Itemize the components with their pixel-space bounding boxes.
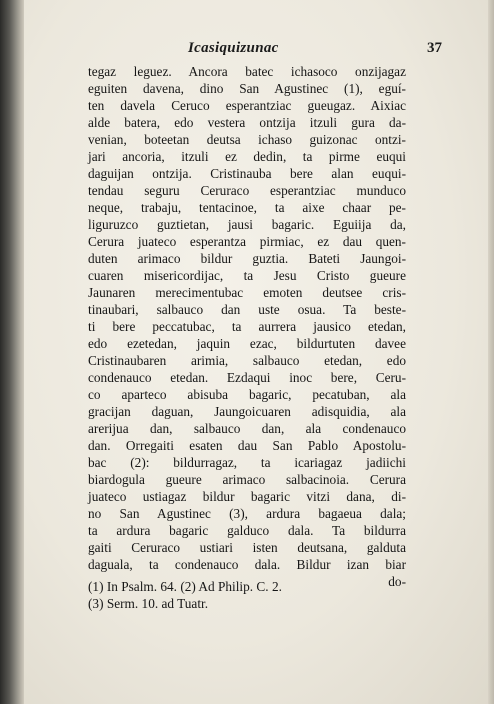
text-line: dan. Orregaiti esaten dau San Pablo Apostolu-: [88, 438, 406, 453]
page-header: [70, 40, 450, 62]
text-line: daguala, ta condenauco dala. Bildur izan biar: [88, 557, 406, 572]
text-line: tinaubari, salbauco dan uste osua. Ta beste-: [88, 302, 406, 317]
text-line: gracijan daguan, Jaungoicuaren adisquidia, ala: [88, 404, 406, 419]
text-line: ti bere peccatubac, ta aurrera jausico etedan,: [88, 319, 406, 334]
text-line: ta ardura bagaric galduco dala. Ta bildurra: [88, 523, 406, 538]
text-line: tegaz leguez. Ancora batec ichasoco onzijagaz: [88, 64, 406, 79]
running-title: Icasiquizunac: [188, 40, 279, 56]
text-line: alde batera, edo vestera ontzija itzuli gura da-: [88, 115, 406, 130]
text-line: condenauco etedan. Ezdaqui inoc bere, Ceru-: [88, 370, 406, 385]
text-line: eguiten davena, dino San Agustinec (1), eguí-: [88, 81, 406, 96]
text-line: bac (2): bildurragaz, ta icariagaz jadiichi: [88, 455, 406, 470]
text-line: liguruzco guztietan, jausi bagaric. Eguiija da,: [88, 217, 406, 232]
page-number: 37: [427, 40, 442, 56]
text-line: Jaunaren merecimentubac emoten deutsee cris-: [88, 285, 406, 300]
footnote-line: (1) In Psalm. 64. (2) Ad Philip. C. 2.: [88, 579, 282, 594]
text-line: edo ezetedan, jaquin ezac, bildurtuten davee: [88, 336, 406, 351]
text-line: juateco ustiagaz bildur bagaric vitzi dana, di-: [88, 489, 406, 504]
footnotes: [88, 578, 406, 612]
text-line: do-: [388, 574, 406, 589]
text-line: arerijua dan, salbauco dan, ala condenauco: [88, 421, 406, 436]
text-line: ten davela Ceruco esperantziac gueugaz. Aixiac: [88, 98, 406, 113]
page-edge: [488, 0, 494, 704]
text-line: jari ancoria, itzuli ez dedin, ta pirme euqui: [88, 149, 406, 164]
text-line: Cerura juateco esperantza pirmiac, ez dau quen-: [88, 234, 406, 249]
text-line: gaiti Ceruraco ustiari isten deutsana, galduta: [88, 540, 406, 555]
text-line: Cristinaubaren arimia, salbauco etedan, edo: [88, 353, 406, 368]
text-line: neque, trabaju, tentacinoe, ta aixe chaar pe-: [88, 200, 406, 215]
text-line: biardogula gueure arimaco salbacinoia. Cerura: [88, 472, 406, 487]
text-line: tendau seguru Ceruraco esperantziac munduco: [88, 183, 406, 198]
text-line: duten arimaco bildur guztia. Bateti Jaungoi-: [88, 251, 406, 266]
text-line: co aparteco abisuba bagaric, pecatuban, ala: [88, 387, 406, 402]
binding-gutter: [0, 0, 24, 704]
text-line: no San Agustinec (3), ardura bagaeua dala;: [88, 506, 406, 521]
body-text: [88, 63, 406, 590]
text-line: cuaren misericordijac, ta Jesu Cristo gueure: [88, 268, 406, 283]
footnote-line: (3) Serm. 10. ad Tuatr.: [88, 596, 209, 611]
text-line: daguijan ontzija. Cristinauba bere alan euqui-: [88, 166, 406, 181]
text-line: venian, boteetan deutsa ichaso guizonac ontzi-: [88, 132, 406, 147]
